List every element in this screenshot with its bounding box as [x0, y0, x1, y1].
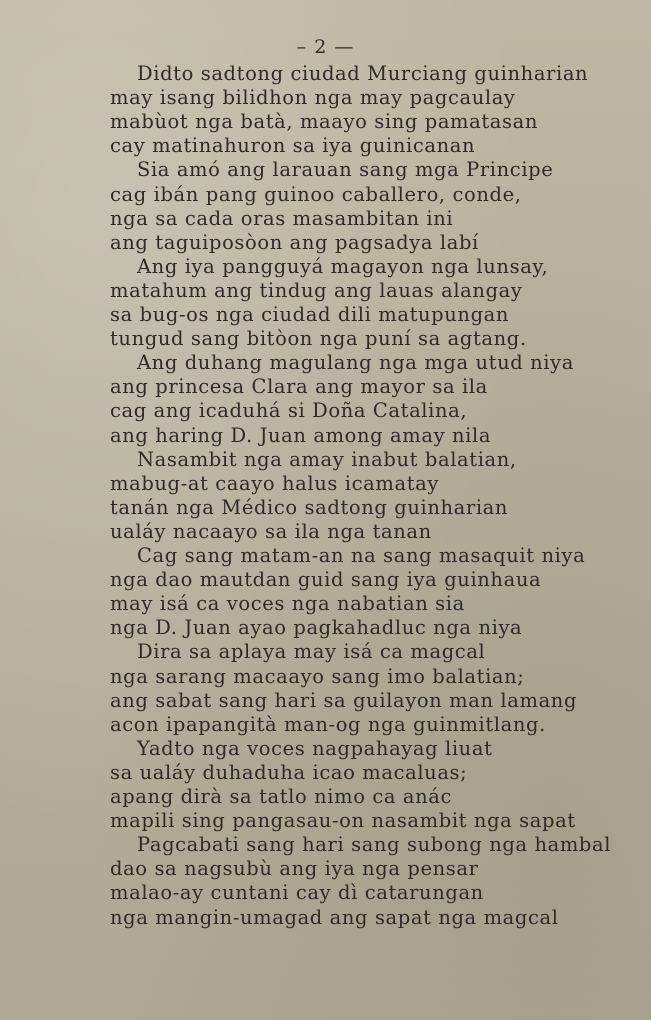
poem-line: cag ibán pang guinoo caballero, conde, — [110, 182, 522, 206]
poem-line: may isang bilidhon nga may pagcaulay — [110, 86, 516, 110]
poem-line: sa ualáy duhaduha icao macaluas; — [110, 760, 468, 784]
poem-line: ang sabat sang hari sa guilayon man lamang — [110, 688, 578, 712]
poem-line: Dira sa aplaya may isá ca magcal — [137, 640, 486, 664]
poem-line: matahum ang tindug ang lauas alangay — [110, 278, 523, 302]
poem-line: malao-ay cuntani cay dì catarungan — [110, 881, 484, 905]
poem-line: Cag sang matam-an na sang masaquit niya — [137, 544, 586, 567]
poem-line: acon ipapangità man-og nga guinmitlang. — [110, 712, 546, 736]
poem-line: ang haring D. Juan among amay nila — [110, 423, 492, 447]
poem-line: nga mangin-umagad ang sapat nga magcal — [110, 905, 559, 929]
poem-line: tanán nga Médico sadtong guinharian — [110, 495, 509, 519]
poem-line: tungud sang bitòon nga puní sa agtang. — [110, 327, 527, 351]
poem-line: nga dao mautdan guid sang iya guinhaua — [110, 568, 542, 592]
poem-line: Didto sadtong ciudad Murciang guinharian — [137, 62, 589, 85]
poem-line: apang dirà sa tatlo nimo ca anác — [110, 785, 453, 808]
poem-line: cay matinahuron sa iya guinicanan — [110, 134, 476, 158]
poem-line: Pagcabati sang hari sang subong nga hambal — [137, 833, 612, 857]
poem-line: ang princesa Clara ang mayor sa ila — [110, 375, 488, 399]
poem-line: ualáy nacaayo sa ila nga tanan — [110, 519, 432, 543]
poem-line: Nasambit nga amay inabut balatian, — [137, 447, 517, 471]
poem-line: mabug-at caayo halus icamatay — [110, 471, 439, 495]
poem-line: ang taguiposòon ang pagsadya labí — [110, 230, 479, 254]
poem-line: nga D. Juan ayao pagkahadluc nga niya — [110, 616, 523, 640]
poem-line: Yadto nga voces nagpahayag liuat — [137, 736, 493, 760]
poem-line: mapili sing pangasau-on nasambit nga sapat — [110, 809, 576, 833]
poem-line: nga sa cada oras masambitan ini — [110, 206, 454, 230]
poem-line: mabùot nga batà, maayo sing pamatasan — [110, 110, 539, 134]
page-number: – 2 — — [296, 36, 355, 58]
poem-line: Ang duhang magulang nga mga utud niya — [137, 351, 574, 375]
poem-line: sa bug-os nga ciudad dili matupungan — [110, 303, 510, 326]
poem-line: nga sarang macaayo sang imo balatian; — [110, 664, 525, 688]
poem-line: Ang iya pangguyá magayon nga lunsay, — [137, 254, 549, 278]
poem-line: cag ang icaduhá si Doña Catalina, — [110, 399, 468, 423]
poem-line: dao sa nagsubù ang iya nga pensar — [110, 857, 479, 881]
poem-line: may isá ca voces nga nabatian sia — [110, 592, 465, 616]
poem-line: Sia amó ang larauan sang mga Principe — [137, 158, 554, 182]
